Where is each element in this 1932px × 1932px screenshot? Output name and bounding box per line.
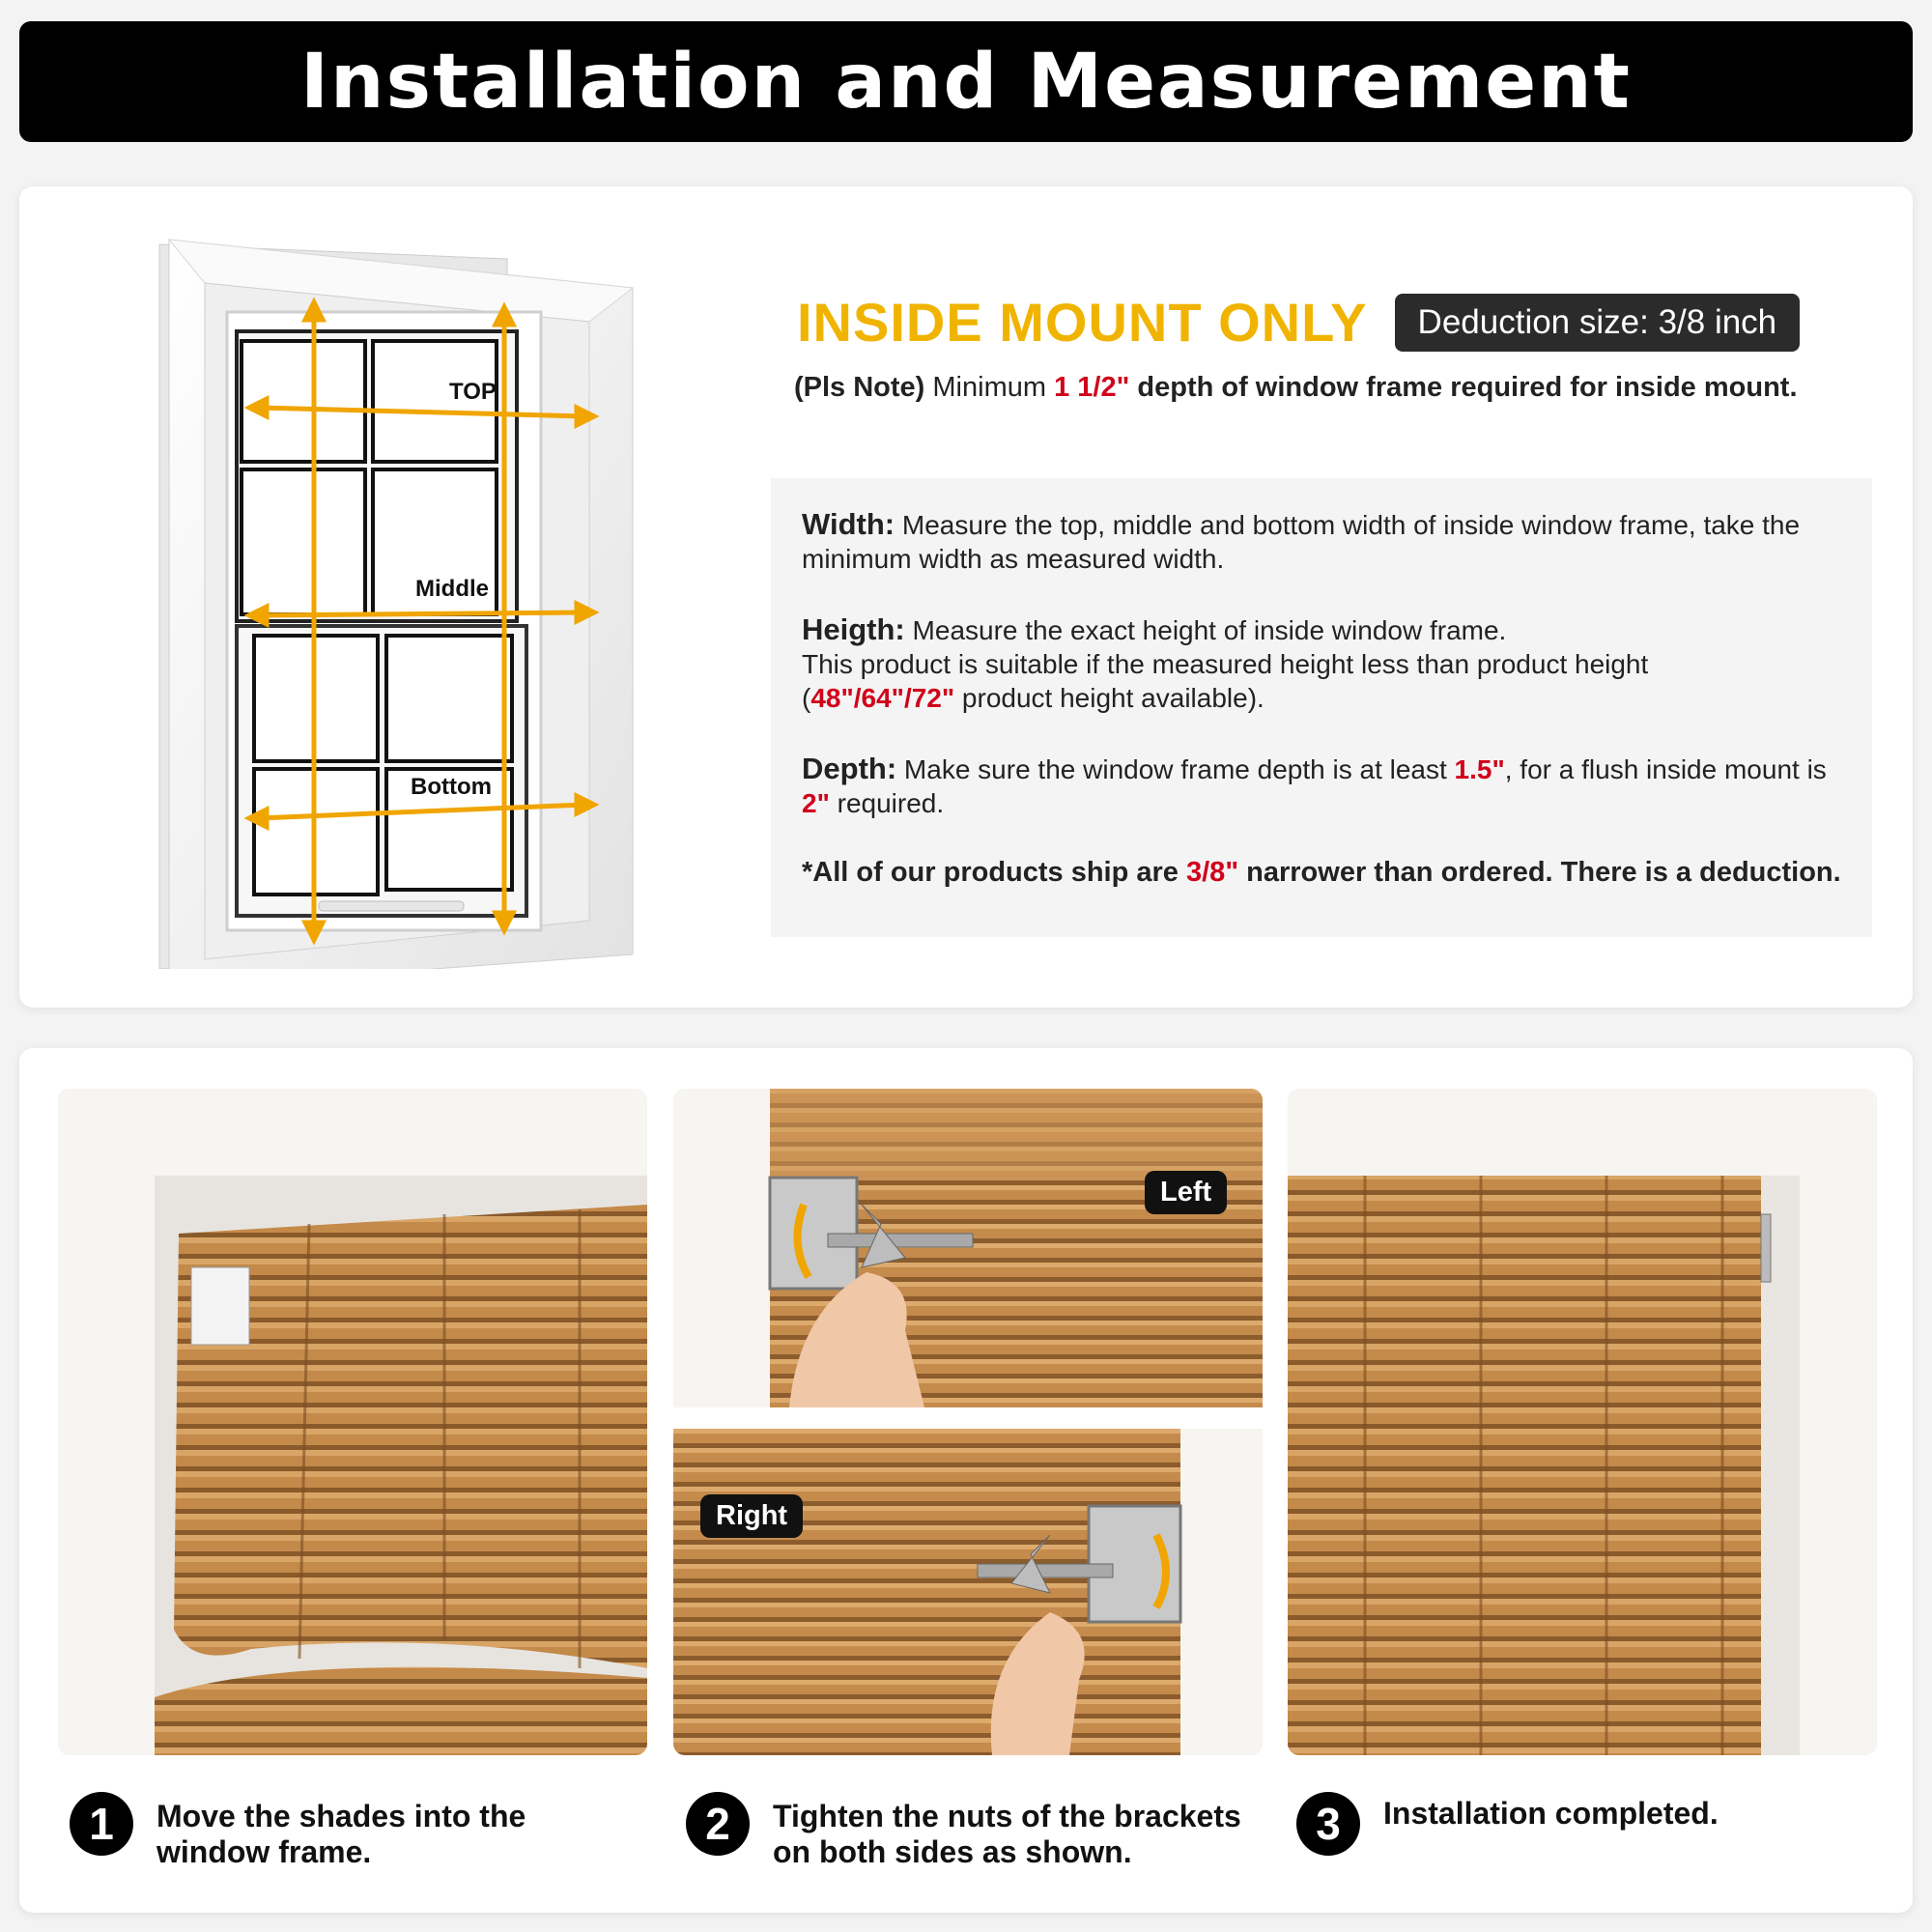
width-instructions	[802, 507, 1841, 576]
right-tag: Right	[700, 1494, 803, 1538]
step-1	[70, 1792, 562, 1870]
photo-right-bracket	[673, 1429, 1263, 1755]
photo-shade-into-frame	[58, 1089, 647, 1755]
installation-card	[19, 1048, 1913, 1913]
step-1-number: 1	[70, 1792, 133, 1856]
diagram-label-top: TOP	[449, 379, 497, 405]
depth-value-1: 1.5"	[1454, 754, 1505, 784]
width-label: Width:	[802, 507, 895, 541]
depth-text-3: required.	[829, 788, 945, 818]
step-1-text: Move the shades into the window frame.	[156, 1799, 526, 1869]
step-3-number: 3	[1296, 1792, 1360, 1856]
depth-value-2: 2"	[802, 788, 830, 818]
inside-mount-title: INSIDE MOUNT ONLY	[797, 292, 1368, 353]
height-line-2: This product is suitable if the measured height less than product height	[802, 649, 1649, 679]
measurement-info-panel	[771, 478, 1872, 937]
deduction-badge: Deduction size: 3/8 inch	[1395, 294, 1801, 352]
depth-instructions	[802, 752, 1841, 820]
height-line-1: Measure the exact height of inside window frame.	[904, 615, 1507, 645]
depth-note	[794, 372, 1798, 404]
height-label: Heigth:	[802, 612, 905, 646]
window-measurement-diagram	[135, 225, 647, 969]
note-text-1: Minimum	[924, 372, 1055, 403]
note-text-2: depth of window frame required for inside mount.	[1129, 372, 1798, 403]
depth-text-1: Make sure the window frame depth is at least	[896, 754, 1455, 784]
measurement-card	[19, 186, 1913, 1008]
title-banner	[19, 21, 1913, 142]
diagram-label-bottom: Bottom	[411, 774, 492, 800]
height-close: product height available).	[954, 683, 1264, 713]
page-title: Installation and Measurement	[300, 38, 1632, 126]
photo-installation-completed	[1288, 1089, 1877, 1755]
deduction-footnote	[802, 857, 1841, 889]
step-2-text: Tighten the nuts of the brackets on both sides as shown.	[773, 1799, 1241, 1869]
depth-label: Depth:	[802, 752, 897, 785]
step-3	[1296, 1792, 1866, 1856]
footnote-value: 3/8"	[1186, 857, 1239, 888]
diagram-label-middle: Middle	[415, 576, 489, 602]
left-tag: Left	[1145, 1171, 1227, 1214]
height-instructions	[802, 612, 1841, 715]
step-3-text: Installation completed.	[1383, 1796, 1719, 1831]
note-value: 1 1/2"	[1054, 372, 1130, 403]
width-text: Measure the top, middle and bottom width of inside window frame, take the minimum width as measured width.	[802, 510, 1801, 574]
photo-left-bracket	[673, 1089, 1263, 1407]
step-2	[686, 1792, 1275, 1870]
footnote-text-1: *All of our products ship are	[802, 857, 1186, 888]
step-2-number: 2	[686, 1792, 750, 1856]
height-sizes: 48"/64"/72"	[810, 683, 955, 713]
height-open: (	[802, 683, 811, 713]
depth-text-2: , for a flush inside mount is	[1504, 754, 1827, 784]
mount-heading	[797, 291, 1800, 354]
note-prefix: (Pls Note)	[794, 372, 925, 403]
footnote-text-2: narrower than ordered. There is a deduction.	[1238, 857, 1841, 888]
